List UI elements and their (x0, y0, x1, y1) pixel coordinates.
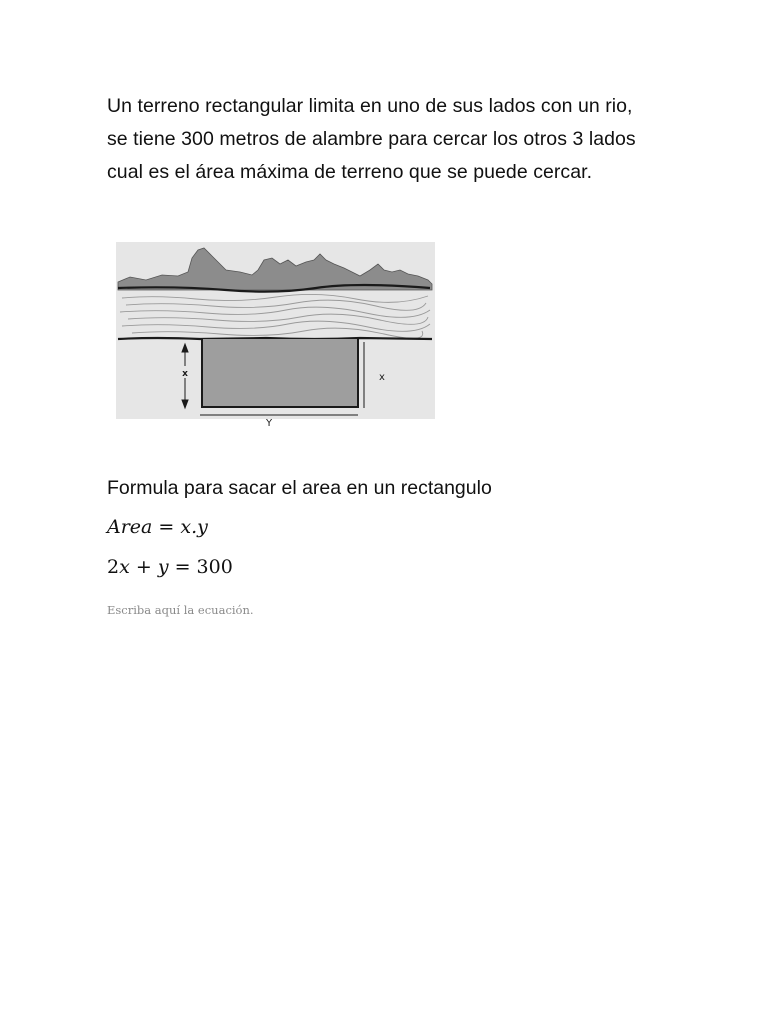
eq2-var-x: x (119, 556, 130, 578)
formula-heading: Formula para sacar el area en un rectangulo (107, 477, 492, 499)
eq2-plus: + (129, 556, 158, 578)
eq2-coef: 2 (107, 556, 120, 578)
eq2-rhs: = 300 (168, 556, 233, 578)
equation-constraint[interactable] (107, 554, 233, 580)
equation-area[interactable]: Area = x.y (107, 516, 208, 538)
label-x-right: x (379, 372, 385, 383)
problem-line-2: se tiene 300 metros de alambre para cercar los otros 3 lados (107, 128, 636, 150)
problem-line-1: Un terreno rectangular limita en uno de sus lados con un rio, (107, 95, 633, 117)
river-bank-bottom (118, 338, 432, 339)
label-y: Y (265, 418, 273, 429)
eq2-var-y: y (157, 556, 169, 578)
label-x-left: x (182, 369, 188, 379)
problem-statement (107, 90, 687, 189)
problem-line-3: cual es el área máxima de terreno que se puede cercar. (107, 161, 593, 183)
enclosed-field (202, 339, 358, 407)
equation-placeholder[interactable]: Escriba aquí la ecuación. (107, 603, 254, 617)
river-field-diagram (116, 242, 436, 430)
